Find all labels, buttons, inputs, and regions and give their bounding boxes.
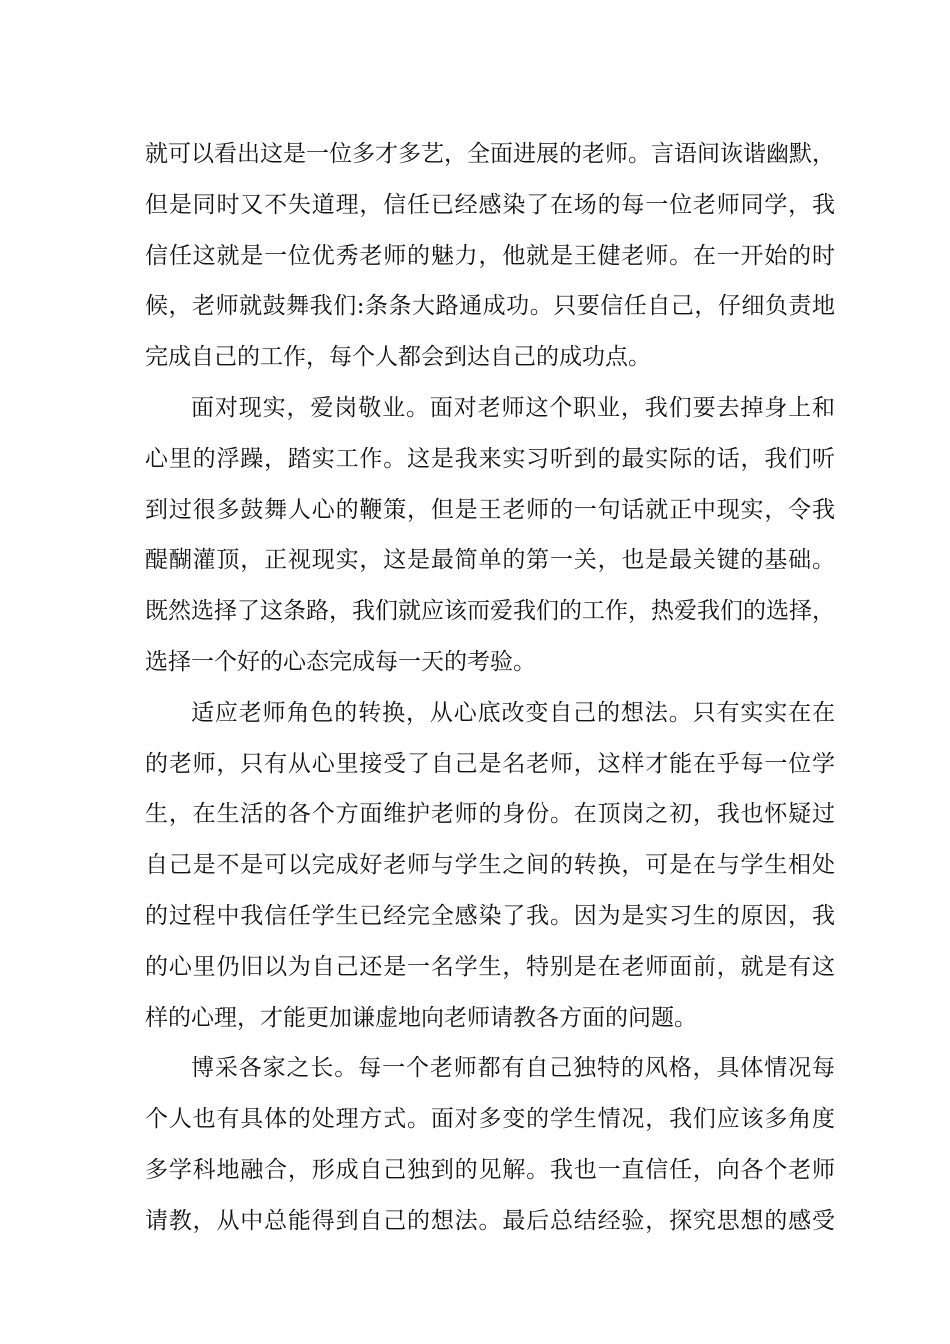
text-line: 但是同时又不失道理，信任已经感染了在场的每一位老师同学，我 bbox=[145, 191, 835, 218]
text-line: 到过很多鼓舞人心的鞭策，但是王老师的一句话就正中现实，令我 bbox=[145, 496, 835, 523]
text-line: 生，在生活的各个方面维护老师的身份。在顶岗之初，我也怀疑过 bbox=[145, 801, 835, 828]
text-line: 候，老师就鼓舞我们:条条大路通成功。只要信任自己，仔细负责地 bbox=[145, 293, 835, 320]
text-line: 样的心理，才能更加谦虚地向老师请教各方面的问题。 bbox=[145, 1004, 697, 1031]
paragraph bbox=[145, 383, 835, 688]
text-line: 的老师，只有从心里接受了自己是名老师，这样才能在乎每一位学 bbox=[145, 750, 835, 777]
text-line: 请教，从中总能得到自己的想法。最后总结经验，探究思想的感受 bbox=[145, 1207, 835, 1234]
text-line: 醍醐灌顶，正视现实，这是最简单的第一关，也是最关键的基础。 bbox=[145, 547, 835, 574]
text-line: 自己是不是可以完成好老师与学生之间的转换，可是在与学生相处 bbox=[145, 852, 835, 879]
document-body bbox=[145, 129, 835, 1247]
text-line: 多学科地融合，形成自己独到的见解。我也一直信任，向各个老师 bbox=[145, 1156, 835, 1183]
text-line: 的心里仍旧以为自己还是一名学生，特别是在老师面前，就是有这 bbox=[145, 953, 835, 980]
text-line: 选择一个好的心态完成每一天的考验。 bbox=[145, 648, 536, 675]
text-line: 面对现实，爱岗敬业。面对老师这个职业，我们要去掉身上和 bbox=[191, 394, 835, 421]
text-line: 适应老师角色的转换，从心底改变自己的想法。只有实实在在 bbox=[191, 699, 835, 726]
text-line: 博采各家之长。每一个老师都有自己独特的风格，具体情况每 bbox=[191, 1055, 835, 1082]
text-line: 就可以看出这是一位多才多艺，全面进展的老师。言语间诙谐幽默， bbox=[145, 141, 835, 167]
text-line: 的过程中我信任学生已经完全感染了我。因为是实习生的原因，我 bbox=[145, 902, 835, 929]
text-line: 完成自己的工作，每个人都会到达自己的成功点。 bbox=[145, 344, 651, 371]
paragraph bbox=[145, 1043, 835, 1246]
text-line: 既然选择了这条路，我们就应该而爱我们的工作，热爱我们的选择， bbox=[145, 598, 835, 625]
text-line: 个人也有具体的处理方式。面对多变的学生情况，我们应该多角度 bbox=[145, 1106, 835, 1133]
paragraph bbox=[145, 688, 835, 1044]
paragraph bbox=[145, 129, 835, 383]
text-line: 信任这就是一位优秀老师的魅力，他就是王健老师。在一开始的时 bbox=[145, 242, 835, 269]
text-line: 心里的浮躁，踏实工作。这是我来实习听到的最实际的话，我们听 bbox=[145, 445, 835, 472]
